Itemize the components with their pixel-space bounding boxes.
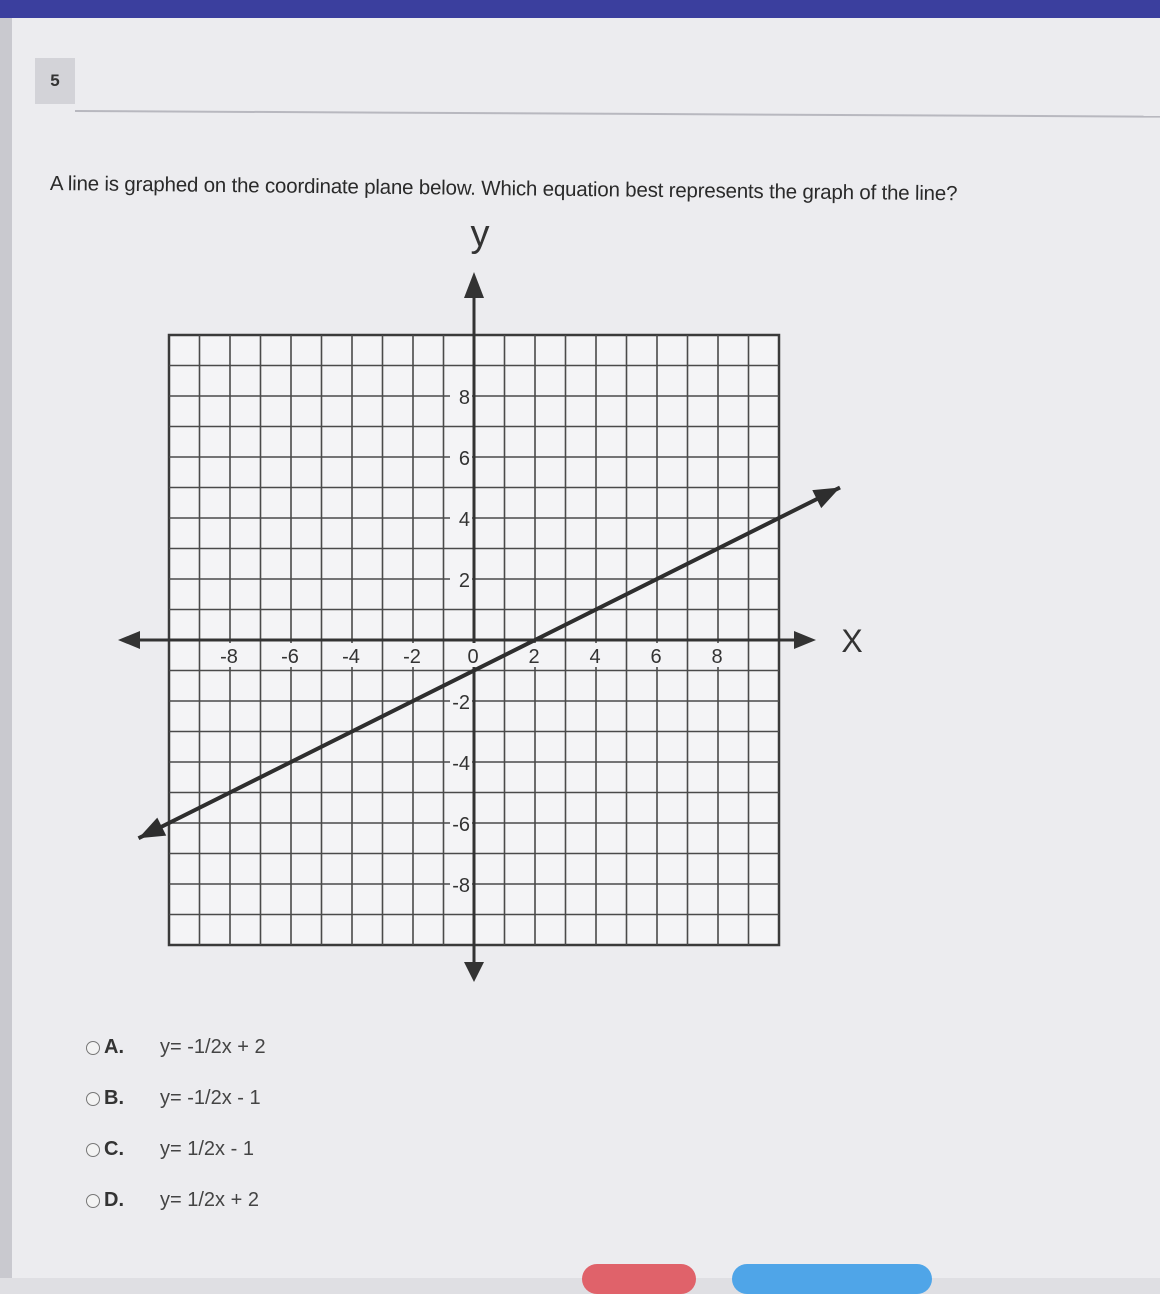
choice-d-letter: D. (104, 1189, 124, 1211)
line-arrow-start (139, 818, 167, 839)
x-tick-label: 0 (467, 646, 479, 668)
previous-button[interactable] (582, 1264, 696, 1294)
y-tick-label: -2 (452, 692, 470, 714)
top-header-bar (0, 0, 1160, 18)
choice-b-letter: B. (104, 1087, 124, 1109)
x-tick-label: 2 (528, 646, 540, 668)
y-axis-label: y (470, 213, 490, 255)
y-tick-label: 8 (458, 387, 470, 409)
x-axis-right-arrow (794, 631, 816, 649)
choice-a[interactable] (86, 1022, 266, 1073)
question-text: A line is graphed on the coordinate plane below. Which equation best represents the graph of the line? (49, 172, 958, 206)
radio-b[interactable] (86, 1092, 100, 1106)
x-tick-label: 4 (589, 646, 601, 668)
choice-c[interactable] (86, 1124, 266, 1175)
x-tick-label: -2 (403, 646, 421, 668)
coordinate-plane-chart (110, 200, 870, 990)
x-tick-label: -6 (281, 646, 299, 668)
y-tick-label: -8 (452, 875, 470, 897)
question-number: 5 (35, 58, 75, 104)
choice-b[interactable] (86, 1073, 266, 1124)
y-tick-label: 6 (458, 448, 470, 470)
y-tick-label: -4 (452, 753, 470, 775)
choice-d-equation: y= 1/2x + 2 (160, 1189, 259, 1211)
x-tick-label: -4 (342, 646, 360, 668)
y-tick-label: 4 (458, 509, 470, 531)
y-axis-down-arrow (464, 962, 484, 982)
radio-d[interactable] (86, 1194, 100, 1208)
x-axis-left-arrow (118, 631, 140, 649)
x-tick-label: 8 (711, 646, 723, 668)
left-edge (0, 18, 12, 1278)
answer-choices (86, 1022, 266, 1226)
x-tick-label: 6 (650, 646, 662, 668)
choice-a-letter: A. (104, 1036, 124, 1058)
choice-c-letter: C. (104, 1138, 124, 1160)
choice-c-equation: y= 1/2x - 1 (160, 1138, 254, 1160)
choice-a-equation: y= -1/2x + 2 (160, 1036, 266, 1058)
next-button[interactable] (732, 1264, 932, 1294)
y-tick-label: -6 (452, 814, 470, 836)
line-arrow-end (812, 488, 840, 509)
x-tick-label: -8 (220, 646, 238, 668)
y-axis-up-arrow (464, 272, 484, 298)
y-tick-label: 2 (458, 570, 470, 592)
choice-b-equation: y= -1/2x - 1 (160, 1087, 261, 1109)
radio-c[interactable] (86, 1143, 100, 1157)
radio-a[interactable] (86, 1041, 100, 1055)
choice-d[interactable] (86, 1175, 266, 1226)
x-axis-label: X (841, 623, 863, 659)
